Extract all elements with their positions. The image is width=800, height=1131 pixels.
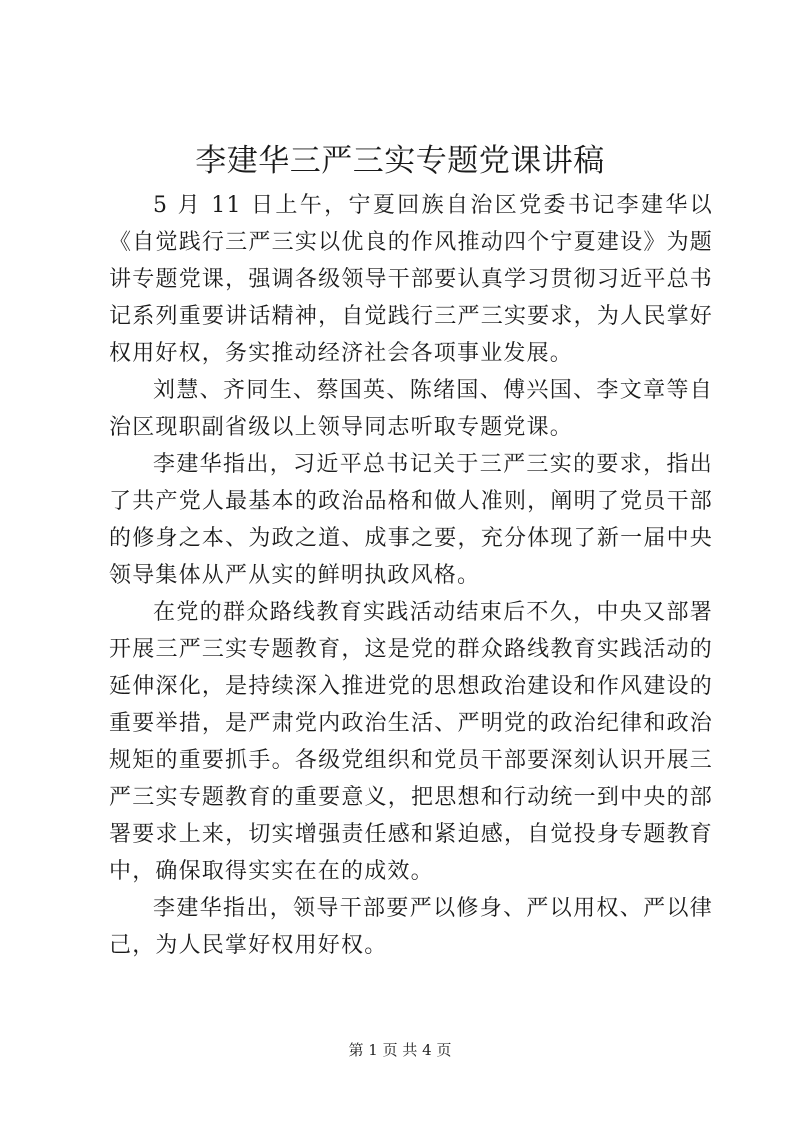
paragraph-3: 李建华指出，习近平总书记关于三严三实的要求，指出了共产党人最基本的政治品格和做人准则，阐明了党员干部的修身之本、为政之道、成事之要，充分体现了新一届中央领导集体从严从实的鲜明执政风格。: [109, 452, 713, 588]
paragraph-4: 在党的群众路线教育实践活动结束后不久，中央又部署开展三严三实专题教育，这是党的群众路线教育实践活动的延伸深化，是持续深入推进党的思想政治建设和作风建设的重要举措，是严肃党内政治生活、严明党的政治纪律和政治规矩的重要抓手。各级党组织和党员干部要深刻认识开展三严三实专题教育的重要意义，把思想和行动统一到中央的部署要求上来，切实增强责任感和紧迫感，自觉投身专题教育中，确保取得实实在在的成效。: [109, 600, 713, 884]
page-footer: 第 1 页 共 4 页: [348, 1041, 452, 1059]
paragraph-5: 李建华指出，领导干部要严以修身、严以用权、严以律己，为人民掌好权用好权。: [109, 896, 713, 958]
paragraph-1: 5 月 11 日上午，宁夏回族自治区党委书记李建华以《自觉践行三严三实以优良的作风推动四个宁夏建设》为题讲专题党课，强调各级领导干部要认真学习贯彻习近平总书记系列重要讲话精神，自觉践行三严三实要求，为人民掌好权用好权，务实推动经济社会各项事业发展。: [109, 193, 713, 366]
document-title: 李建华三严三实专题党课讲稿: [195, 143, 605, 179]
paragraph-2: 刘慧、齐同生、蔡国英、陈绪国、傅兴国、李文章等自治区现职副省级以上领导同志听取专题党课。: [109, 378, 713, 440]
document-body: [109, 187, 713, 964]
